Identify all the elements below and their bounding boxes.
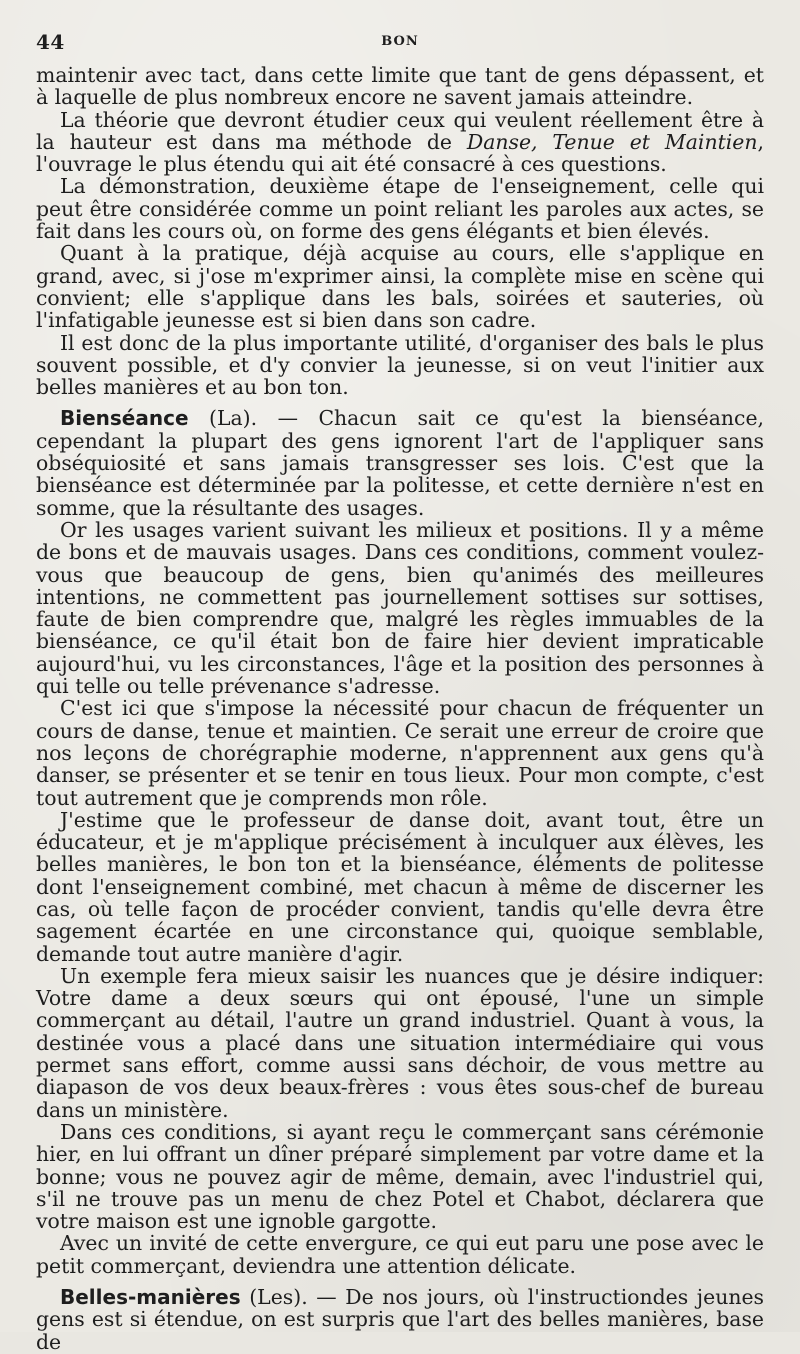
page-number: 44 (36, 30, 65, 54)
entry-text-bienseance: (La). — Chacun sait ce qu'est la bienséance, cependant la plupart des gens ignorent l'art de l'appliquer sans obséquiosité et sans jamais transgresser ses lois. C'est que la bienséance est déterminée par la politesse, et cette dernière n'est en somme, que la résultante des usages. (36, 406, 764, 520)
entry-term-belles-manieres: Belles-manières (60, 1285, 241, 1310)
entry-term-bienseance: Bienséance (60, 406, 189, 431)
paragraph-theorie-text-2: , l'ouvrage le plus étendu qui ait été consacré à ces questions. (36, 129, 764, 177)
paragraph-continuation: maintenir avec tact, dans cette limite que tant de gens dépassent, et à laquelle de plus nombreux encore ne savent jamais atteindre. (36, 63, 764, 110)
paragraph-exemple: Un exemple fera mieux saisir les nuances que je désire indiquer: Votre dame a deux sœurs qui ont épousé, l'une un simple commerçant au détail, l'autre un grand industriel. Quant à vous, la destinée vous a placé dans une situation intermédiaire qui vous permet sans effort, comme aussi sans déchoir, de vous mettre au diapason de vos deux beaux-frères : vous êtes sous-chef de bureau dans un ministère. (36, 963, 764, 1122)
paragraph-pratique: Quant à la pratique, déjà acquise au cours, elle s'applique en grand, avec, si j'ose m'exprimer ainsi, la complète mise en scène qui convient; elle s'applique dans les bals, soirées et sauteries, où l'infatigable jeunesse est si bien dans son cadre. (36, 241, 764, 333)
paragraph-bals: Il est donc de la plus importante utilité, d'organiser des bals le plus souvent possible, et d'y convier la jeunesse, si on veut l'initier aux belles manières et au bon ton. (36, 330, 764, 400)
paragraph-professeur: J'estime que le professeur de danse doit, avant tout, être un éducateur, et je m'applique précisément à inculquer aux élèves, les belles manières, le bon ton et la bienséance, éléments de politesse dont l'enseignement combiné, met chacun à même de discerner les cas, où telle façon de procéder convient, tandis qu'elle devra être sagement écartée en une circonstance qui, quoique semblable, demande tout autre manière d'agir. (36, 807, 764, 966)
paragraph-invite: Avec un invité de cette envergure, ce qui eut paru une pose avec le petit commerçant, deviendra une attention délicate. (36, 1231, 764, 1278)
paragraph-cours: C'est ici que s'impose la nécessité pour chacun de fréquenter un cours de danse, tenue et maintien. Ce serait une erreur de croire que nos leçons de chorégraphie moderne, n'apprennent aux gens qu'à danser, se présenter et se tenir en tous lieux. Pour mon compte, c'est tout autrement que je comprends mon rôle. (36, 696, 764, 810)
entry-text-belles-manieres: (Les). — De nos jours, où l'instructiondes jeunes gens est si étendue, on est surpris que l'art des belles manières, base de (36, 1285, 764, 1354)
paragraph-conditions: Dans ces conditions, si ayant reçu le commerçant sans cérémonie hier, en lui offrant un dîner préparé simplement par votre dame et la bonne; vous ne pouvez agir de même, demain, avec l'industriel qui, s'il ne trouve pas un menu de chez Potel et Chabot, déclarera que votre maison est une ignoble gargotte. (36, 1119, 764, 1234)
paragraph-usages: Or les usages varient suivant les milieux et positions. Il y a même de bons et de mauvais usages. Dans ces conditions, comment voulez-vous que beaucoup de gens, bien qu'animés des meilleures intentions, ne commettent pas journellement sottises sur sottises, faute de bien comprendre que, malgré les règles immuables de la bienséance, ce qu'il était bon de faire hier devient impraticable aujourd'hui, vu les circonstances, l'âge et la position des personnes à qui telle ou telle prévenance s'adresse. (36, 517, 764, 699)
entry-bienseance (36, 407, 764, 518)
page-header (36, 30, 764, 54)
running-head: BON (381, 34, 419, 49)
page-body (36, 64, 764, 1353)
paragraph-theorie-text-1: La théorie que devront étudier ceux qui veulent réellement être à la hauteur est dans ma méthode de (36, 107, 764, 154)
paragraph-theorie (36, 109, 764, 176)
entry-belles-manieres (36, 1286, 764, 1353)
paragraph-demonstration: La démonstration, deuxième étape de l'enseignement, celle qui peut être considérée comme un point reliant les paroles aux actes, se fait dans les cours où, on forme des gens élégants et bien élevés. (36, 174, 764, 244)
book-title-reference: Danse, Tenue et Maintien (466, 129, 758, 154)
